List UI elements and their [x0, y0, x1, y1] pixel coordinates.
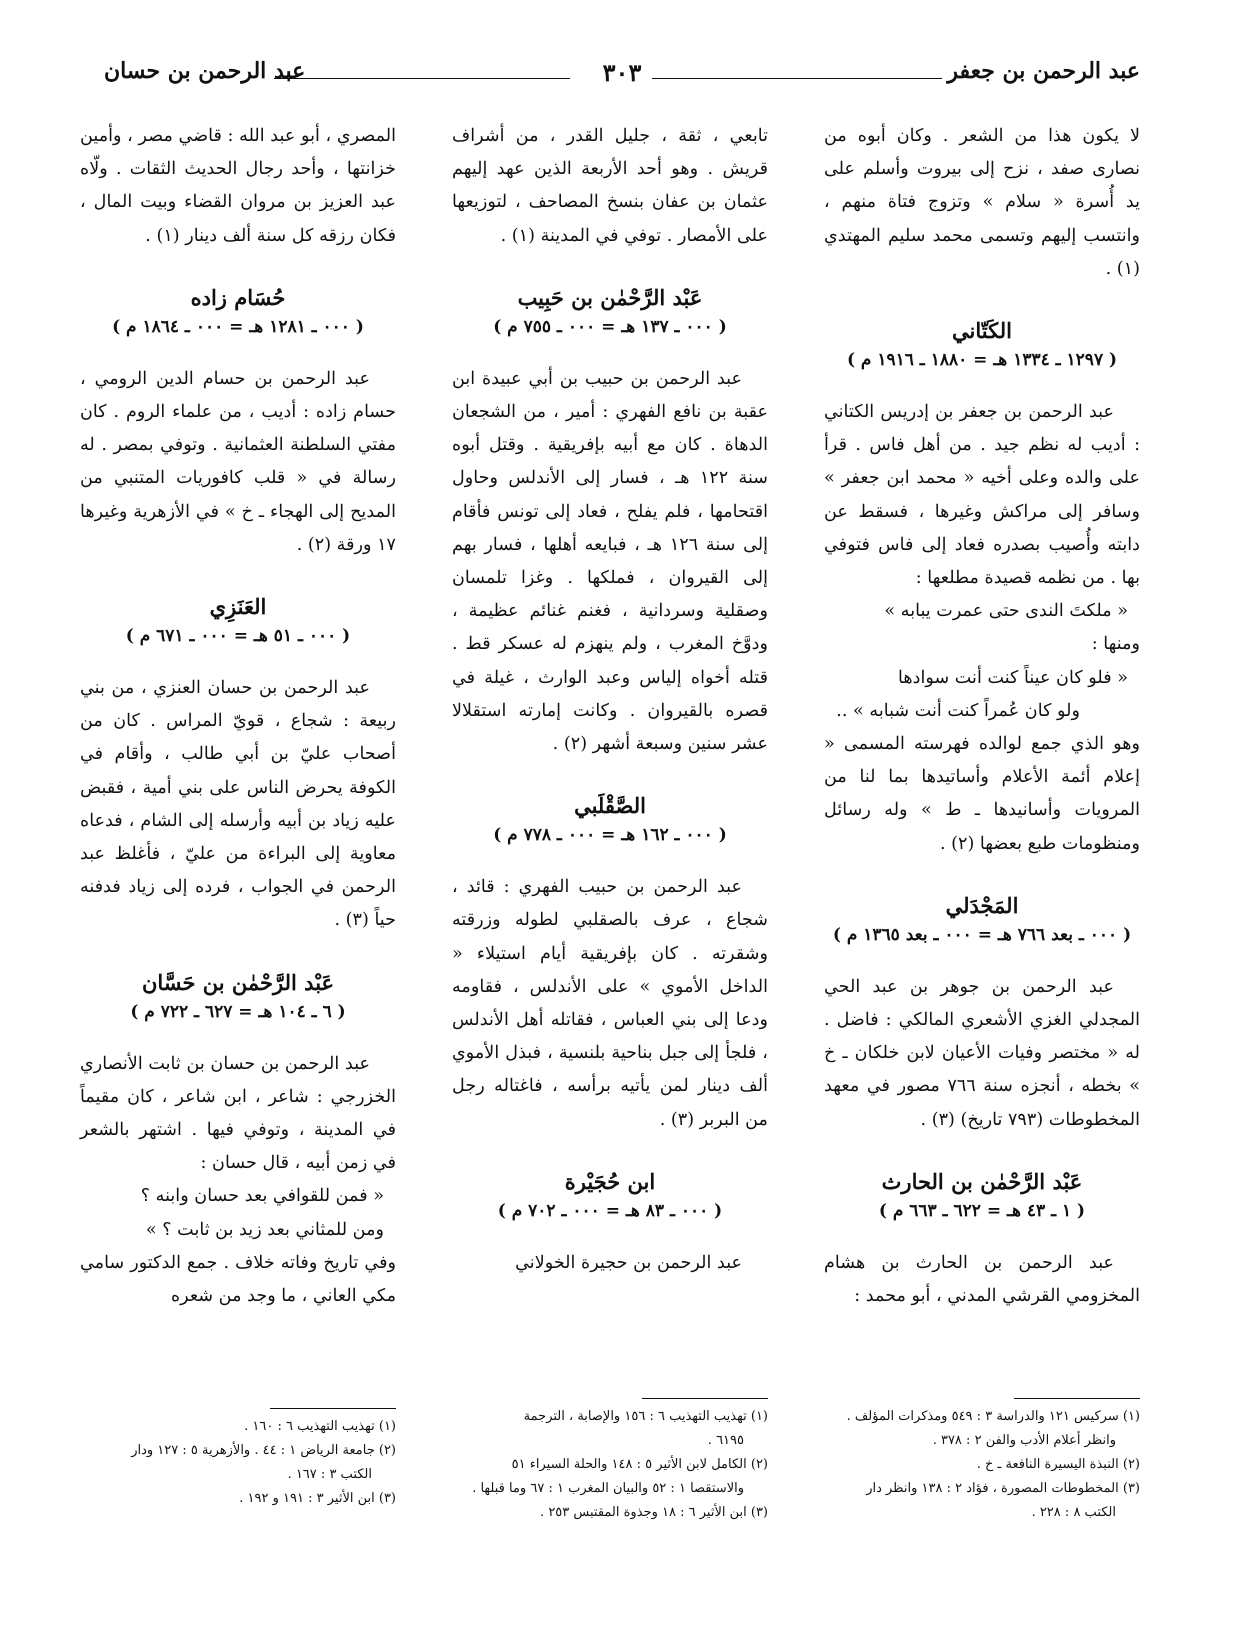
paragraph: عبد الرحمن بن حبيب بن أبي عبيدة ابن عقبة بن نافع الفهري : أمير ، من الشجعان الدهاة . كان مع أبيه بإفريقية . وقتل أبوه سنة ١٢٢ هـ ، فسار إلى الأندلس وحاول اقتحامها ، فلم يفلح ، فعاد إلى تونس فأقام إلى سنة ١٢٦ هـ ، فبايعه أهلها ، فسار بهم إلى القيروان ، فملكها . وغزا تلمسان وصقلية وسردانية ، فغنم غنائم عظيمة ، ودوَّخ المغرب ، ولم ينهزم له عسكر قط . قتله أخواه إلياس وعبد الوارث ، غيلة في قصره بالقيروان . وكانت إمارته استقلالا عشر سنين وسبعة أشهر (٢) . — [452, 368, 768, 755]
entry-title: ابن حُجَيْرة — [564, 1168, 656, 1194]
footnotes-right — [824, 1398, 1140, 1525]
page-number: ٣٠٣ — [602, 58, 642, 87]
footnote: (٢) جامعة الرياض ١ : ٤٤ . والأزهرية ٥ : ١٢٧ ودار — [131, 1443, 396, 1458]
entry-dates: ( ١٢٩٧ ـ ١٣٣٤ هـ = ١٨٨٠ ـ ١٩١٦ م ) — [846, 350, 1118, 371]
footnote: ٦١٩٥ . — [707, 1433, 744, 1448]
header-left-title: عبد الرحمن بن حسان — [104, 58, 306, 84]
paragraph: عبد الرحمن بن حسان العنزي ، من بني ربيعة : شجاع ، قويّ المراس . كان من أصحاب عليّ بن أبي طالب ، وأقام في الكوفة يحرض الناس على بني أمية ، فقبض عليه زياد بن أبيه وأرسله إلى الشام ، فدعاه معاوية إلى البراءة من عليّ ، فأغلظ عبد الرحمن في الجواب ، فرده إلى زياد فدفنه حياً (٣) . — [80, 678, 396, 931]
entry-title: العَنَزِي — [209, 594, 267, 620]
paragraph: عبد الرحمن بن جوهر بن عبد الحي المجدلي الغزي الأشعري المالكي : فاضل . له « مختصر وفيات الأعيان لابن خلكان ـ خ » بخطه ، أنجزه سنة ٧٦٦ مصور في معهد المخطوطات (٧٩٣ تاريخ) (٣) . — [824, 976, 1141, 1130]
verse-line: « فمن للقوافي بعد حسان وابنه ؟ — [140, 1186, 384, 1207]
footnote: (٢) النبذة اليسيرة النافعة ـ خ . — [976, 1457, 1140, 1472]
entry-title: الصَّقْلَبي — [574, 793, 646, 819]
entry-title: الكَتّاني — [952, 318, 1012, 344]
running-header — [104, 58, 1140, 98]
paragraph: وفي تاريخ وفاته خلاف . جمع الدكتور سامي مكي العاني ، ما وجد من شعره — [80, 1252, 396, 1307]
paragraph: عبد الرحمن بن حجيرة الخولاني — [515, 1252, 742, 1273]
column-right — [824, 120, 1140, 1313]
verse-line: « ملكتَ الندى حتى عمرت يبابه » — [884, 601, 1128, 622]
column-left — [80, 120, 396, 1313]
entry-dates: ( ٦ ـ ١٠٤ هـ = ٦٢٧ ـ ٧٢٢ م ) — [130, 1001, 346, 1022]
footnote-rule — [270, 1408, 396, 1409]
entry-dates: ( ٠٠٠ ـ ١٢٨١ هـ = ٠٠٠ ـ ١٨٦٤ م ) — [112, 316, 364, 337]
entry-dates: ( ٠٠٠ ـ ١٣٧ هـ = ٠٠٠ ـ ٧٥٥ م ) — [493, 316, 727, 337]
paragraph: عبد الرحمن بن حسان بن ثابت الأنصاري الخزرجي : شاعر ، ابن شاعر ، كان مقيماً في المدينة ، وتوفي فيها . اشتهر بالشعر في زمن أبيه ، قال حسان : — [80, 1053, 396, 1174]
entry-dates: ( ١ ـ ٤٣ هـ = ٦٢٢ ـ ٦٦٣ م ) — [878, 1200, 1086, 1221]
header-right-title: عبد الرحمن بن جعفر — [947, 58, 1140, 84]
paragraph: عبد الرحمن بن جعفر بن إدريس الكتاني : أديب له نظم جيد . من أهل فاس . قرأ على والده وعلى أخيه « محمد ابن جعفر » وسافر إلى مراكش وغيرها ، فسقط عن دابته وأُصيب بصدره فعاد إلى فاس فتوفي بها . من نظمه قصيدة مطلعها : — [824, 402, 1140, 589]
paragraph: عبد الرحمن بن حبيب الفهري : قائد ، شجاع ، عرف بالصقلبي لطوله وزرقته وشقرته . كان بإفريقية أيام استيلاء « الداخل الأموي » على الأندلس ، فقاومه ودعا إلى بني العباس ، فقاتله أهل الأندلس ، فلجأ إلى جبل بناحية بلنسية ، فبذل الأموي ألف دينار لمن يأتيه برأسه ، فاغتاله رجل من البربر (٣) . — [452, 877, 768, 1130]
entry-title: المَجْدَلي — [945, 892, 1019, 918]
verse-line: ولو كان عُمراً كنت أنت شبابه » .. — [836, 700, 1080, 721]
verse-line: « فلو كان عيناً كنت أنت سوادها — [898, 667, 1128, 688]
footnote-rule — [1014, 1398, 1140, 1399]
footnote: (١) تهذيب التهذيب ٦ : ١٦٠ . — [244, 1419, 396, 1434]
paragraph: المصري ، أبو عبد الله : قاضي مصر ، وأمين خزانتها ، وأحد رجال الحديث الثقات . ولّاه عبد العزيز بن مروان القضاء وبيت المال ، فكان رزقه كل سنة ألف دينار (١) . — [80, 126, 396, 246]
header-rule-right — [652, 78, 942, 79]
footnote: (٣) ابن الأثير ٦ : ١٨ وجذوة المقتبس ٢٥٣ . — [540, 1505, 768, 1520]
verse-line: ومن للمثاني بعد زيد بن ثابت ؟ » — [145, 1219, 384, 1240]
footnote: (٣) المخطوطات المصورة ، فؤاد ٢ : ١٣٨ وانظر دار — [866, 1481, 1140, 1496]
paragraph: وهو الذي جمع لوالده فهرسته المسمى « إعلام أئمة الأعلام وأساتيدها بما لنا من المرويات وأسانيدها ـ ط » وله رسائل ومنظومات طبع بعضها (٢) . — [824, 734, 1140, 854]
header-rule-left — [274, 78, 570, 79]
entry-title: عَبْد الرَّحْمٰن بن حَسَّان — [141, 969, 335, 995]
paragraph: عبد الرحمن بن حسام الدين الرومي ، حسام زاده : أديب ، من علماء الروم . كان مفتي السلطنة العثمانية . وتوفي بمصر . له رسالة في « قلب كافوريات المتنبي من المديح إلى الهجاء ـ خ » في الأزهرية وغيرها ١٧ ورقة (٢) . — [80, 368, 396, 555]
footnote: والاستقصا ١ : ٥٢ والبيان المغرب ١ : ٦٧ وما قبلها . — [472, 1481, 744, 1496]
footnotes-middle — [452, 1398, 768, 1525]
footnote: (٣) ابن الأثير ٣ : ١٩١ و ١٩٢ . — [239, 1491, 396, 1506]
footnote: (١) تهذيب التهذيب ٦ : ١٥٦ والإصابة ، الترجمة — [523, 1409, 768, 1424]
footnotes-left — [80, 1408, 396, 1511]
footnote: (١) سركيس ١٢١ والدراسة ٣ : ٥٤٩ ومذكرات المؤلف . — [846, 1409, 1140, 1424]
entry-title: عَبْد الرَّحْمٰن بن حَبِيب — [517, 284, 703, 310]
entry-dates: ( ٠٠٠ ـ ١٦٢ هـ = ٠٠٠ ـ ٧٧٨ م ) — [493, 825, 727, 846]
footnote: وانظر أعلام الأدب والفن ٢ : ٣٧٨ . — [932, 1433, 1116, 1448]
entry-dates: ( ٠٠٠ ـ ٨٣ هـ = ٠٠٠ ـ ٧٠٢ م ) — [497, 1200, 723, 1221]
entry-title: حُسَام زاده — [190, 284, 286, 310]
paragraph: ومنها : — [1091, 634, 1140, 655]
paragraph: لا يكون هذا من الشعر . وكان أبوه من نصارى صفد ، نزح إلى بيروت وأسلم على يد أُسرة « سلام » وتزوج فتاة منهم ، وانتسب إليهم وتسمى محمد سليم المهتدي (١) . — [824, 126, 1140, 279]
footnote: الكتب ٨ : ٢٢٨ . — [1031, 1505, 1116, 1520]
entry-dates: ( ٠٠٠ ـ ٥١ هـ = ٠٠٠ ـ ٦٧١ م ) — [125, 626, 351, 647]
paragraph: تابعي ، ثقة ، جليل القدر ، من أشراف قريش . وهو أحد الأربعة الذين عهد إليهم عثمان بن عفان بنسخ المصاحف ، لتوزيعها على الأمصار . توفي في المدينة (١) . — [452, 126, 768, 246]
footnote: الكتب ٣ : ١٦٧ . — [287, 1467, 372, 1482]
column-middle — [452, 120, 768, 1280]
entry-dates: ( ٠٠٠ ـ بعد ٧٦٦ هـ = ٠٠٠ ـ بعد ١٣٦٥ م ) — [832, 924, 1132, 945]
footnote-rule — [642, 1398, 768, 1399]
entry-title: عَبْد الرَّحْمٰن بن الحارث — [881, 1168, 1083, 1194]
footnote: (٢) الكامل لابن الأثير ٥ : ١٤٨ والحلة السيراء ٥١ — [511, 1457, 768, 1472]
paragraph: عبد الرحمن بن الحارث بن هشام المخزومي القرشي المدني ، أبو محمد : — [824, 1252, 1140, 1307]
